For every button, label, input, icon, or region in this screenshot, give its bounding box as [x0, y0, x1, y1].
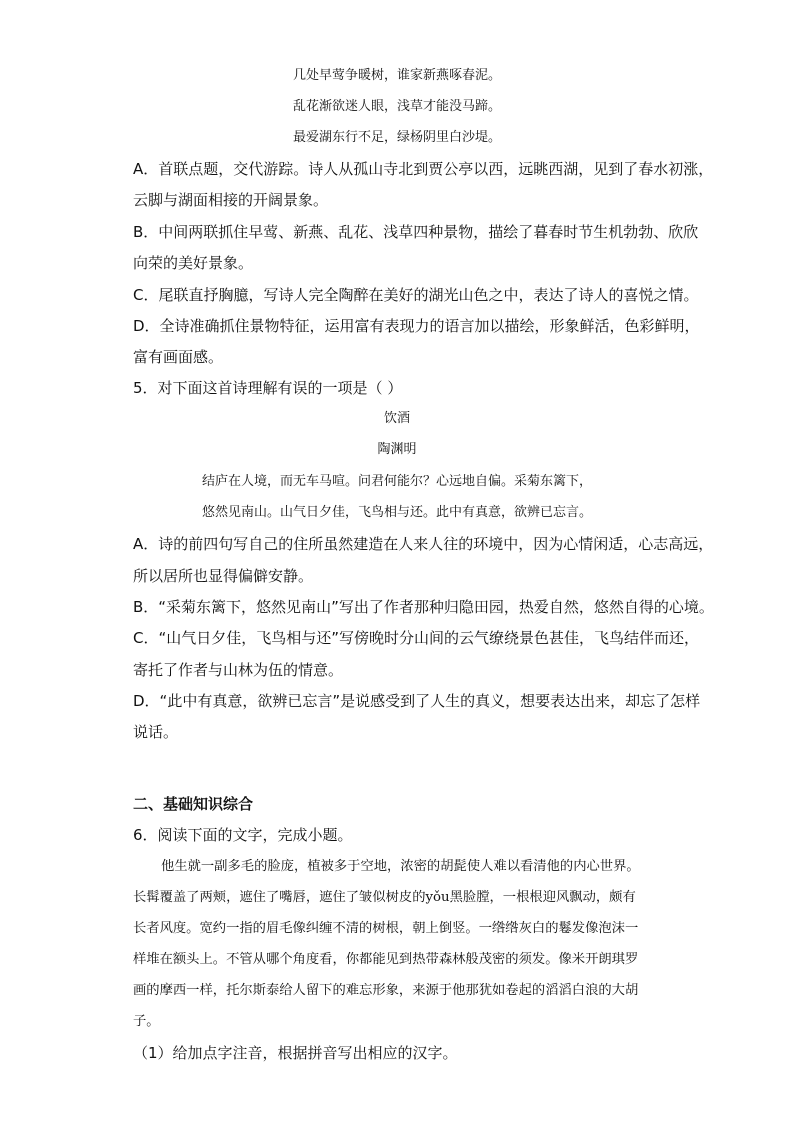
passage-line: 子。 [133, 1014, 160, 1029]
option-line: A．首联点题，交代游踪。诗人从孤山寺北到贾公亭以西，远眺西湖，见到了春水初涨， [133, 160, 714, 178]
option-line: A．诗的前四句写自己的住所虽然建造在人来人往的环境中，因为心情闲适，心志高远， [133, 535, 714, 553]
passage-line: 他生就一副多毛的脸庞，植被多于空地，浓密的胡髭使人难以看清他的内心世界。 [161, 859, 640, 874]
section-heading: 二、基础知识综合 [133, 795, 254, 813]
poem-line: 乱花渐欲迷人眼，浅草才能没马蹄。 [292, 99, 501, 114]
poem-line: 几处早莺争暖树，谁家新燕啄春泥。 [292, 68, 501, 83]
sub-question-text: （1）给加点字注音，根据拼音写出相应的汉字。 [133, 1044, 458, 1062]
poem-line: 结庐在人境，而无车马喧。问君何能尔？心远地自偏。采菊东篱下， [201, 474, 592, 489]
poem-line: 悠然见南山。山气日夕佳，飞鸟相与还。此中有真意，欲辨已忘言。 [201, 505, 592, 520]
option-line: B．“采菊东篱下，悠然见南山”写出了作者那种归隐田园，热爱自然，悠然自得的心境。 [133, 598, 714, 616]
option-line: C．尾联直抒胸臆，写诗人完全陶醉在美好的湖光山色之中，表达了诗人的喜悦之情。 [133, 286, 699, 304]
option-line: 所以居所也显得偏僻安静。 [133, 567, 314, 585]
poem-author: 陶渊明 [377, 442, 417, 457]
option-line: 说话。 [133, 723, 179, 741]
passage-line: 画的摩西一样，托尔斯泰给人留下的难忘形象，来源于他那犹如卷起的滔滔白浪的大胡 [133, 983, 639, 998]
option-line: B．中间两联抓住早莺、新燕、乱花、浅草四种景物，描绘了暮春时节生机勃勃、欣欣 [133, 223, 699, 241]
option-line: C．“山气日夕佳，飞鸟相与还”写傍晚时分山间的云气缭绕景色甚佳，飞鸟结伴而还， [133, 629, 700, 647]
option-line: D．“此中有真意，欲辨已忘言”是说感受到了人生的真义，想要表达出来，却忘了怎样 [133, 692, 701, 710]
option-line: D．全诗准确抓住景物特征，运用富有表现力的语言加以描绘，形象鲜活，色彩鲜明， [133, 317, 700, 335]
passage-line: 长者风度。宽约一指的眉毛像纠缠不清的树根，朝上倒竖。一绺绺灰白的鬈发像泡沫一 [133, 921, 639, 936]
passage-line: 样堆在额头上。不管从哪个角度看，你都能见到热带森林般茂密的须发。像米开朗琪罗 [133, 952, 639, 967]
option-line: 富有画面感。 [133, 348, 224, 366]
poem-title: 饮酒 [383, 411, 410, 426]
passage-line: 长髯覆盖了两颊，遮住了嘴唇，遮住了皱似树皮的yǒu黑脸膛，一根根迎风飘动，颇有 [133, 890, 636, 905]
option-line: 寄托了作者与山林为伍的情意。 [133, 661, 344, 679]
option-line: 向荣的美好景象。 [133, 254, 254, 272]
question-text: 5．对下面这首诗理解有误的一项是（ ） [133, 379, 403, 397]
question-text: 6．阅读下面的文字，完成小题。 [133, 826, 353, 844]
option-line: 云脚与湖面相接的开阔景象。 [133, 191, 329, 209]
poem-line: 最爱湖东行不足，绿杨阴里白沙堤。 [292, 130, 501, 145]
